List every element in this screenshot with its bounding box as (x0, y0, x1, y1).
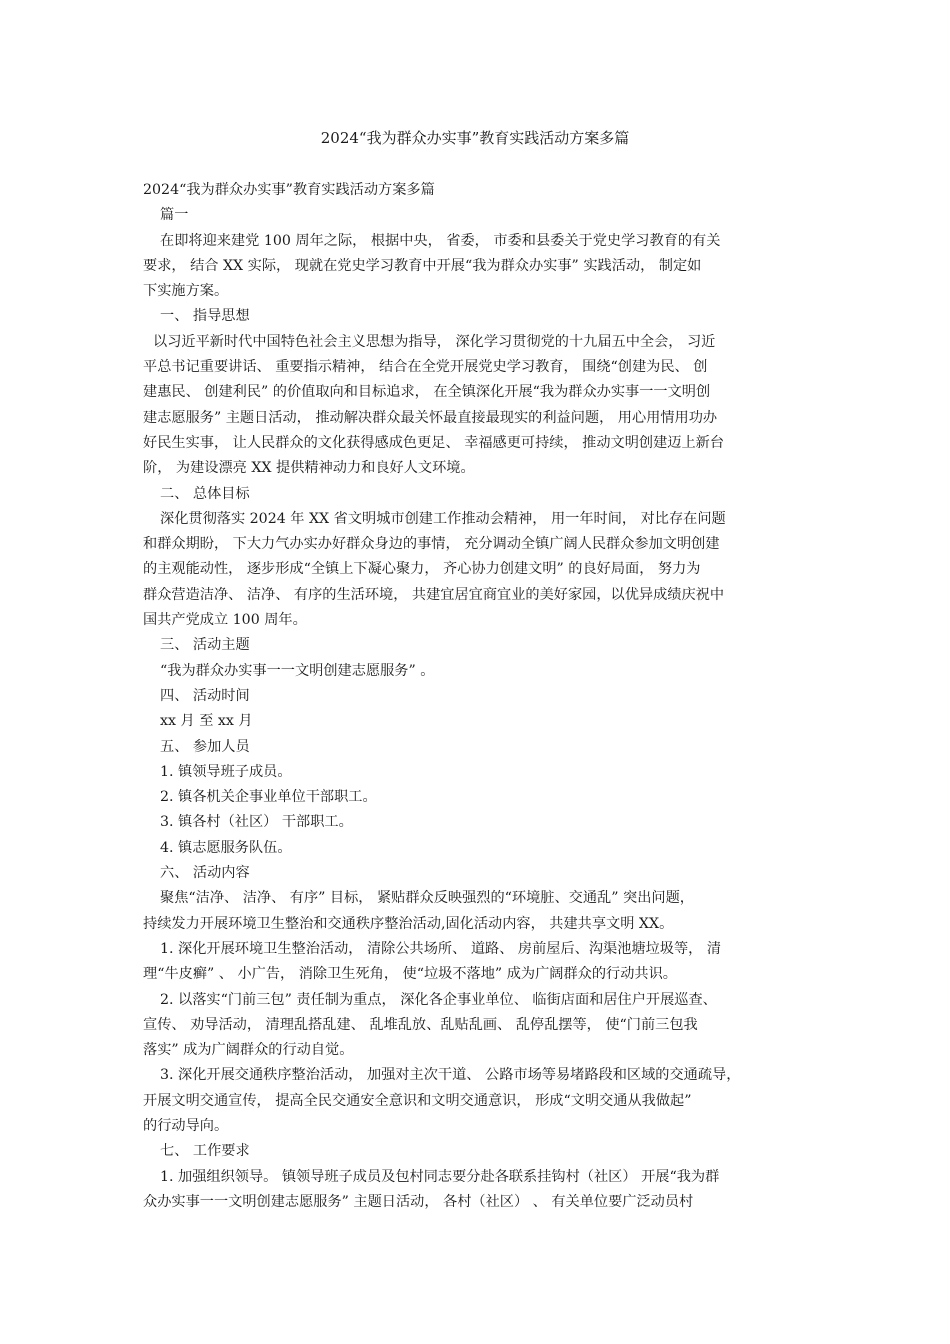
text-line: 在即将迎来建党 100 周年之际， 根据中央， 省委， 市委和县委关于党史学习教育的有关 (160, 232, 721, 249)
text-line: 篇一 (160, 207, 189, 224)
text-line: 以习近平新时代中国特色社会主义思想为指导， 深化学习贯彻党的十九届五中全会， 习近 (153, 333, 716, 350)
text-line: 聚焦“洁净、 洁净、 有序” 目标， 紧贴群众反映强烈的“环境脏、交通乱” 突出问题， (160, 890, 694, 907)
text-line: 3. 镇各村（社区） 干部职工。 (160, 814, 353, 831)
text-line: 一、 指导思想 (160, 308, 250, 325)
text-line: 五、 参加人员 (160, 738, 250, 755)
text-line: 好民生实事， 让人民群众的文化获得感成色更足、 幸福感更可持续， 推动文明创建迈上新台 (143, 434, 725, 451)
text-line: 理“牛皮癣” 、 小广告， 消除卫生死角， 使“垃圾不落地” 成为广阔群众的行动共识。 (143, 966, 677, 983)
text-line: 的主观能动性， 逐步形成“全镇上下凝心聚力， 齐心协力创建文明” 的良好局面， 努力为 (143, 561, 701, 578)
text-line: 2. 以落实“门前三包” 责任制为重点， 深化各企事业单位、 临街店面和居住户开展巡查、 (160, 991, 717, 1008)
text-line: 4. 镇志愿服务队伍。 (160, 839, 292, 856)
text-line: 建志愿服务” 主题日活动， 推动解决群众最关怀最直接最现实的利益问题， 用心用情用功办 (143, 409, 718, 426)
text-line: 持续发力开展环境卫生整治和交通秩序整治活动,固化活动内容， 共建共享文明 XX。 (143, 915, 674, 932)
text-line: 1. 深化开展环境卫生整治活动， 清除公共场所、 道路、 房前屋后、沟渠池塘垃圾等， 清 (160, 940, 722, 957)
text-line: 和群众期盼， 下大力气办实办好群众身边的事情， 充分调动全镇广阔人民群众参加文明创建 (143, 536, 720, 553)
text-line: 阶， 为建设漂亮 XX 提供精神动力和良好人文环境。 (143, 460, 475, 477)
text-line: 开展文明交通宣传， 提高全民交通安全意识和文明交通意识， 形成“文明交通从我做起” (143, 1092, 692, 1109)
text-line: 深化贯彻落实 2024 年 XX 省文明城市创建工作推动会精神， 用一年时间， 对比存在问题 (160, 510, 726, 527)
text-line: 四、 活动时间 (160, 687, 250, 704)
text-line: 七、 工作要求 (160, 1143, 250, 1160)
text-line: 平总书记重要讲话、 重要指示精神， 结合在全党开展党史学习教育， 围绕“创建为民、 创 (143, 359, 708, 376)
text-line: 国共产党成立 100 周年。 (143, 612, 307, 629)
text-line: 下实施方案。 (143, 283, 229, 300)
text-line: 众办实事一一文明创建志愿服务” 主题日活动， 各村（社区） 、 有关单位要广泛动员村 (143, 1193, 694, 1210)
text-line: 二、 总体目标 (160, 485, 250, 502)
text-line: 六、 活动内容 (160, 865, 250, 882)
page-title: 2024“我为群众办实事”教育实践活动方案多篇 (320, 129, 630, 147)
text-line: 2024“我为群众办实事”教育实践活动方案多篇 (143, 182, 435, 198)
text-line: 落实” 成为广阔群众的行动自觉。 (143, 1042, 354, 1059)
text-line: 建惠民、 创建利民” 的价值取向和目标追求， 在全镇深化开展“我为群众办实事一一文明创 (143, 384, 711, 401)
text-line: 3. 深化开展交通秩序整治活动， 加强对主次干道、 公路市场等易堵路段和区域的交通疏导， (160, 1067, 741, 1084)
text-line: 要求， 结合 XX 实际， 现就在党史学习教育中开展“我为群众办实事” 实践活动， 制定如 (143, 257, 702, 274)
text-line: 群众营造洁净、 洁净、 有序的生活环境， 共建宜居宜商宜业的美好家园，以优异成绩庆祝中 (143, 586, 725, 603)
text-line: 1. 镇领导班子成员。 (160, 763, 292, 780)
text-line: 的行动导向。 (143, 1117, 229, 1134)
text-line: 2. 镇各机关企事业单位干部职工。 (160, 789, 377, 806)
text-line: 1. 加强组织领导。 镇领导班子成员及包村同志要分赴各联系挂钩村（社区） 开展“我为群 (160, 1168, 720, 1185)
document-body (143, 178, 815, 1215)
text-line: “我为群众办实事一一文明创建志愿服务” 。 (160, 662, 435, 679)
text-line: xx 月 至 xx 月 (160, 713, 253, 730)
text-line: 三、 活动主题 (160, 637, 250, 654)
text-line: 宣传、 劝导活动， 清理乱搭乱建、 乱堆乱放、乱贴乱画、 乱停乱摆等， 使“门前三包我 (143, 1016, 698, 1033)
